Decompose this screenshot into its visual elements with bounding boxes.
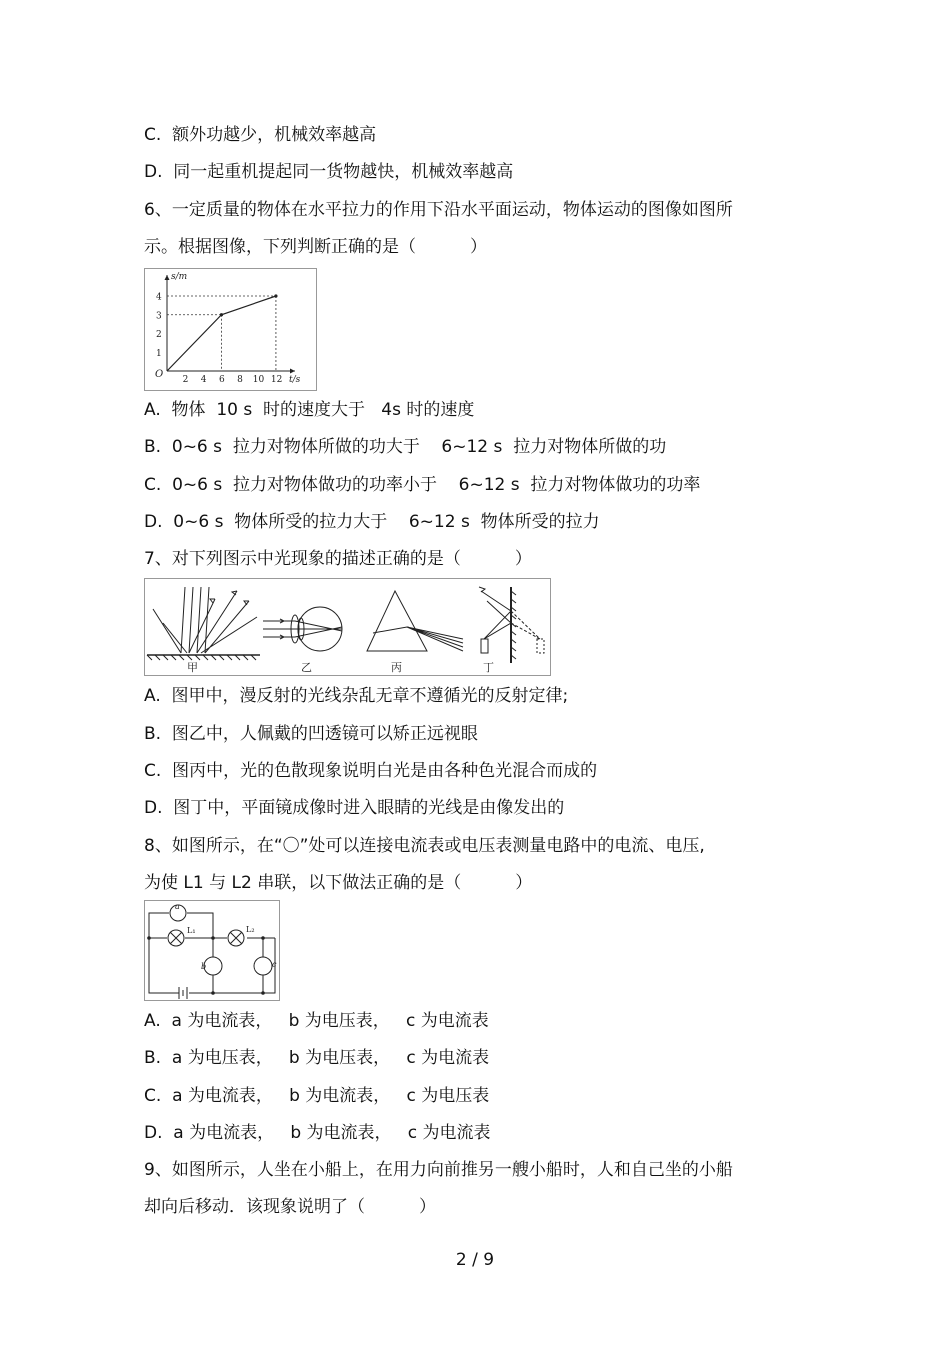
question-6-line-2: 示。根据图像，下列判断正确的是（ ） (144, 237, 488, 257)
diffuse-reflection-diagram (147, 587, 260, 660)
meter-label-b: b (201, 962, 207, 971)
question-8-line-2: 为使 L1 与 L2 串联，以下做法正确的是（ ） (144, 873, 533, 893)
page-number: 2 / 9 (455, 1250, 495, 1270)
y-axis-label: s/m (171, 272, 188, 282)
question-9-line-1: 9、如图所示，人坐在小船上，在用力向前推另一艘小船时，人和自己坐的小船 (144, 1160, 733, 1180)
st-graph-figure (144, 268, 317, 391)
option-d-q7: D. 图丁中，平面镜成像时进入眼睛的光线是由像发出的 (144, 798, 565, 818)
x-axis-arrow (290, 369, 295, 374)
option-b-q7: B. 图乙中，人佩戴的凹透镜可以矫正远视眼 (144, 724, 478, 744)
label-jia: 甲 (187, 661, 198, 674)
x-tick-label: 12 (270, 375, 283, 385)
optics-figure (144, 578, 551, 676)
x-tick-label: 2 (182, 375, 189, 385)
data-point (274, 294, 277, 297)
data-point (220, 313, 223, 316)
label-yi: 乙 (301, 661, 312, 674)
x-axis-label: t/s (289, 375, 301, 385)
option-b-q8: B. a 为电压表， b 为电压表， c 为电流表 (144, 1048, 490, 1068)
st-graph (145, 269, 316, 390)
question-7: 7、对下列图示中光现象的描述正确的是（ ） (144, 549, 532, 569)
option-c-q6: C. 0~6 s 拉力对物体做功的功率小于 6~12 s 拉力对物体做功的功率 (144, 475, 701, 495)
option-d-q8: D. a 为电流表， b 为电流表， c 为电流表 (144, 1123, 491, 1143)
meter-label-a: a (175, 902, 180, 911)
x-tick-label: 6 (218, 375, 225, 385)
option-a-q6: A. 物体 10 s 时的速度大于 4s 时的速度 (144, 400, 475, 420)
question-6-line-1: 6、一定质量的物体在水平拉力的作用下沿水平面运动，物体运动的图像如图所 (144, 200, 733, 220)
x-tick-label: 8 (237, 375, 243, 385)
plane-mirror-diagram (479, 587, 544, 663)
circuit-diagram (145, 901, 279, 1000)
optics-diagram (145, 579, 550, 675)
question-9-line-2: 却向后移动．该现象说明了（ ） (144, 1197, 437, 1217)
origin-label: O (155, 369, 164, 380)
label-bing: 丙 (391, 661, 402, 674)
option-a-q7: A. 图甲中，漫反射的光线杂乱无章不遵循光的反射定律; (144, 686, 569, 706)
prism-diagram (367, 591, 463, 651)
option-d-q6: D. 0~6 s 物体所受的拉力大于 6~12 s 物体所受的拉力 (144, 512, 600, 532)
x-tick-label: 10 (252, 375, 265, 385)
x-tick-label: 4 (200, 375, 207, 385)
label-ding: 丁 (483, 661, 494, 674)
y-axis-arrow (165, 275, 170, 280)
option-b-q6: B. 0~6 s 拉力对物体所做的功大于 6~12 s 拉力对物体所做的功 (144, 437, 667, 457)
eye-lens-diagram (263, 607, 342, 651)
lamp-label-l2: L₂ (246, 925, 255, 934)
option-c-q7: C. 图丙中，光的色散现象说明白光是由各种色光混合而成的 (144, 761, 598, 781)
option-a-q8: A. a 为电流表， b 为电压表， c 为电流表 (144, 1011, 489, 1031)
y-tick-label: 2 (156, 330, 162, 340)
option-c-q8: C. a 为电流表， b 为电流表， c 为电压表 (144, 1086, 490, 1106)
meter-label-c: c (272, 960, 277, 969)
y-tick-label: 3 (156, 311, 162, 322)
y-tick-label: 1 (156, 348, 162, 359)
question-8-line-1: 8、如图所示，在“〇”处可以连接电流表或电压表测量电路中的电流、电压, (144, 836, 705, 856)
option-c-q5: C. 额外功越少，机械效率越高 (144, 125, 377, 145)
circuit-figure (144, 900, 280, 1001)
option-d-q5: D. 同一起重机提起同一货物越快，机械效率越高 (144, 162, 514, 182)
lamp-label-l1: L₁ (187, 926, 196, 935)
y-tick-label: 4 (156, 292, 162, 303)
